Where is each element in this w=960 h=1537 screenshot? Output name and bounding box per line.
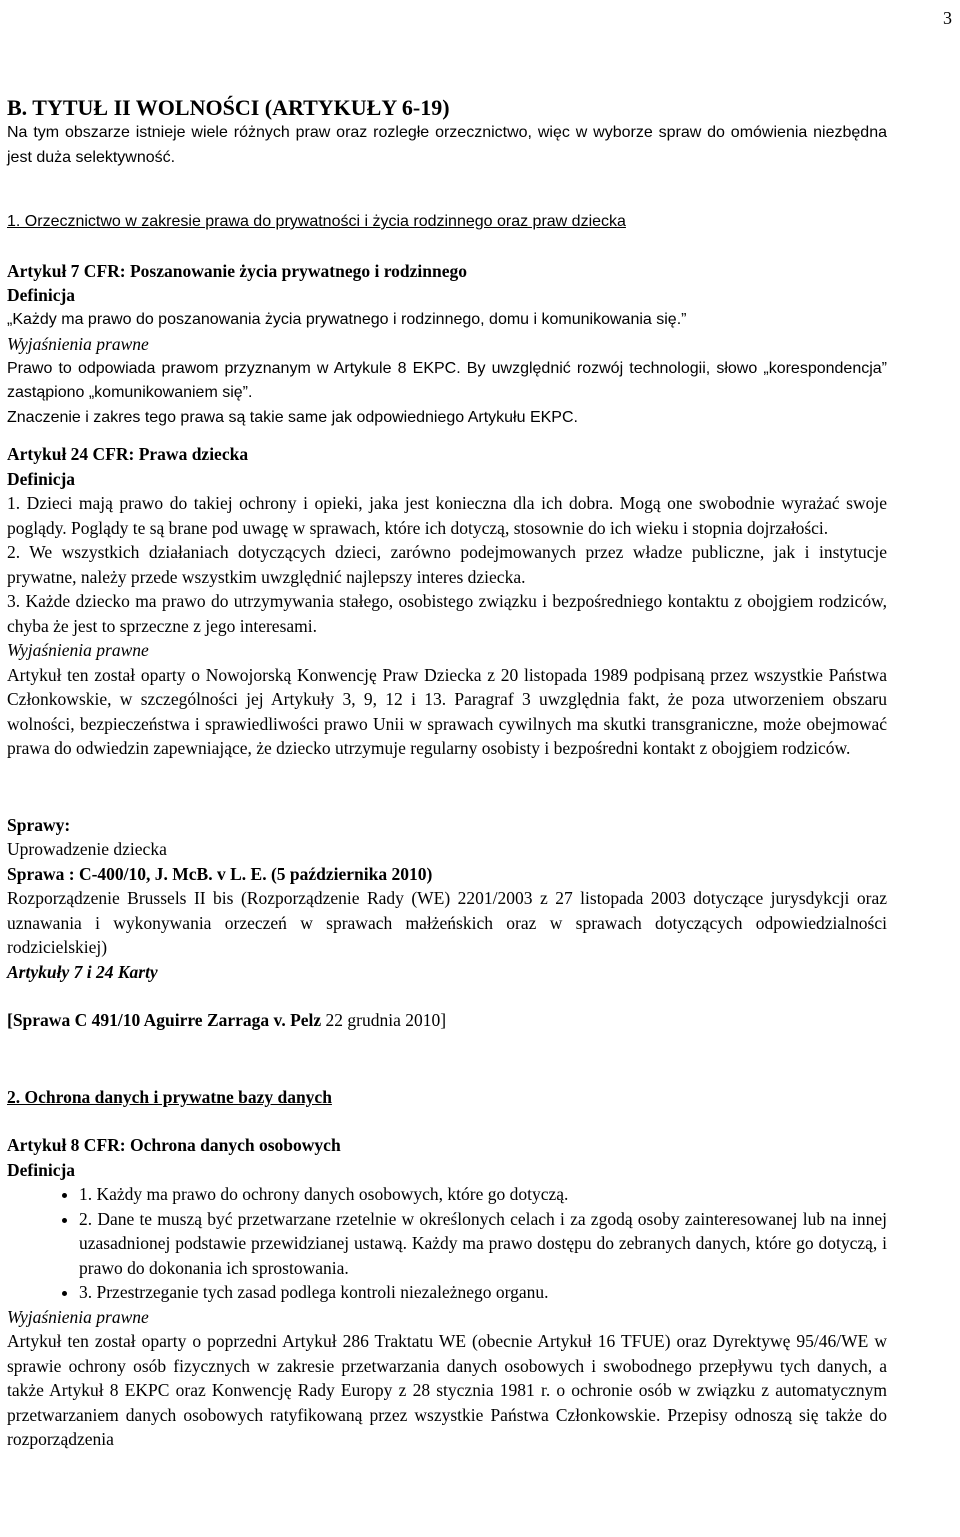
section-b-intro: Na tym obszarze istnieje wiele różnych praw oraz rozległe orzecznictwo, więc w wyborze spraw do omówienia niezbędna jest duża selektywność. (7, 124, 887, 166)
list-item: • 2. Dane te muszą być przetwarzane rzetelnie w określonych celach i za zgodą osoby zainteresowanej lub na innej uzasadnionej podstawie przewidzianej ustawą. Każdy ma prawo dostępu do zebranych danych, które go dotyczą, i prawo do dokonania ich sprostowania. (79, 1207, 887, 1281)
art7-explanations-2: Znaczenie i zakres tego prawa są takie same jak odpowiedniego Artykułu EKPC. (7, 408, 578, 426)
section-b-title: B. TYTUŁ II WOLNOŚCI (ARTYKUŁY 6-19) (7, 95, 450, 120)
art24-definition-label: Definicja (7, 468, 76, 489)
art7-explanations-1: Prawo to odpowiada prawom przyznanym w Artykule 8 EKPC. By uwzględnić rozwój technologii, słowo „korespondencja” zastąpiono „komunikowaniem się”. (7, 359, 887, 401)
art24-para-1: 1. Dzieci mają prawo do takiej ochrony i opieki, jaka jest konieczna dla ich dobra. Mogą one swobodnie wyrażać swoje poglądy. Poglądy te są brane pod uwagę w sprawach, które ich dotyczą, stosownie do ich wieku i stopnia dojrzałości. (7, 493, 887, 538)
art8-explanations-text: Artykuł ten został oparty o poprzedni Artykuł 286 Traktatu WE (obecnie Artykuł 16 TFUE) oraz Dyrektywę 95/46/WE w sprawie ochrony osób fizycznych w zakresie przetwarzania danych osobowych i swobodnego przepływu tych danych, a także Artykuł 8 EKPC oraz Konwencję Rady Europy z 28 stycznia 1981 r. o ochronie osób w związku z automatycznym przetwarzaniem danych osobowych ratyfikowaną przez wszystkie Państwa Członkowskie. Przepisy odnoszą się także do rozporządzenia (7, 1331, 887, 1449)
case-2-title: [Sprawa C 491/10 Aguirre Zarraga v. Pelz (7, 1010, 322, 1030)
art24-para-2: 2. We wszystkich działaniach dotyczących dzieci, zarówno podejmowanych przez władze publiczne, jak i instytucje prywatne, należy przede wszystkim uwzględnić najlepszy interes dziecka. (7, 542, 887, 587)
art7-explanations-label: Wyjaśnienia prawne (7, 334, 149, 354)
case-2-date: 22 grudnia 2010] (321, 1010, 447, 1030)
art24-para-3: 3. Każde dziecko ma prawo do utrzymywania stałego, osobistego związku i bezpośredniego kontaktu z obojgiem rodziców, chyba że jest to sprzeczne z jego interesami. (7, 591, 887, 636)
art24-title: Artykuł 24 CFR: Prawa dziecka (7, 444, 249, 464)
list-item: • 1. Każdy ma prawo do ochrony danych osobowych, które go dotyczą. (79, 1182, 887, 1207)
art8-title: Artykuł 8 CFR: Ochrona danych osobowych (7, 1135, 341, 1155)
art8-definition-label: Definicja (7, 1159, 76, 1180)
art24-explanations-label: Wyjaśnienia prawne (7, 640, 149, 660)
case-1-title: Sprawa : C-400/10, J. McB. v L. E. (5 października 2010) (7, 863, 433, 884)
art24-explanations-text: Artykuł ten został oparty o Nowojorską Konwencję Praw Dziecka z 20 listopada 1989 podpisaną przez wszystkie Państwa Członkowskie, w szczególności jej Artykuły 3, 9, 12 i 13. Paragraf 3 uwzględnia fakt, że poza utworzeniem obszaru wolności, bezpieczeństwa i sprawiedliwości prawo Unii w sprawach cywilnych ma skutki transgraniczne, może obejmować prawa do odwiedzin zapewniające, że dziecko utrzymuje regularny osobisty i bezpośredni kontakt z obojgiem rodziców. (7, 664, 887, 758)
list-item: • 3. Przestrzeganie tych zasad podlega kontroli niezależnego organu. (79, 1280, 887, 1305)
art8-explanations-label: Wyjaśnienia prawne (7, 1306, 149, 1327)
subsection-1-heading: 1. Orzecznictwo w zakresie prawa do prywatności i życia rodzinnego oraz praw dziecka (7, 213, 626, 230)
cases-label: Sprawy: (7, 814, 71, 835)
document-body (7, 95, 887, 1452)
cases-topic: Uprowadzenie dziecka (7, 839, 167, 859)
case-1-text: Rozporządzenie Brussels II bis (Rozporządzenie Rady (WE) 2201/2003 z 27 listopada 2003 dotyczące jurysdykcji oraz uznawania i wykonywania orzeczeń w sprawach małżeńskich oraz w sprawach dotyczących odpowiedzialności rodzicielskiej) (7, 888, 887, 957)
art8-bullet-list (7, 1182, 887, 1305)
case-2 (7, 1008, 887, 1033)
art7-definition-label: Definicja (7, 285, 76, 305)
art7-definition-text: „Każdy ma prawo do poszanowania życia prywatnego i rodzinnego, domu i komunikowania się.” (7, 310, 687, 328)
case-1-articles: Artykuły 7 i 24 Karty (7, 961, 158, 982)
page-number: 3 (943, 8, 952, 28)
art7-title: Artykuł 7 CFR: Poszanowanie życia prywatnego i rodzinnego (7, 260, 467, 281)
subsection-2-heading: 2. Ochrona danych i prywatne bazy danych (7, 1086, 332, 1107)
